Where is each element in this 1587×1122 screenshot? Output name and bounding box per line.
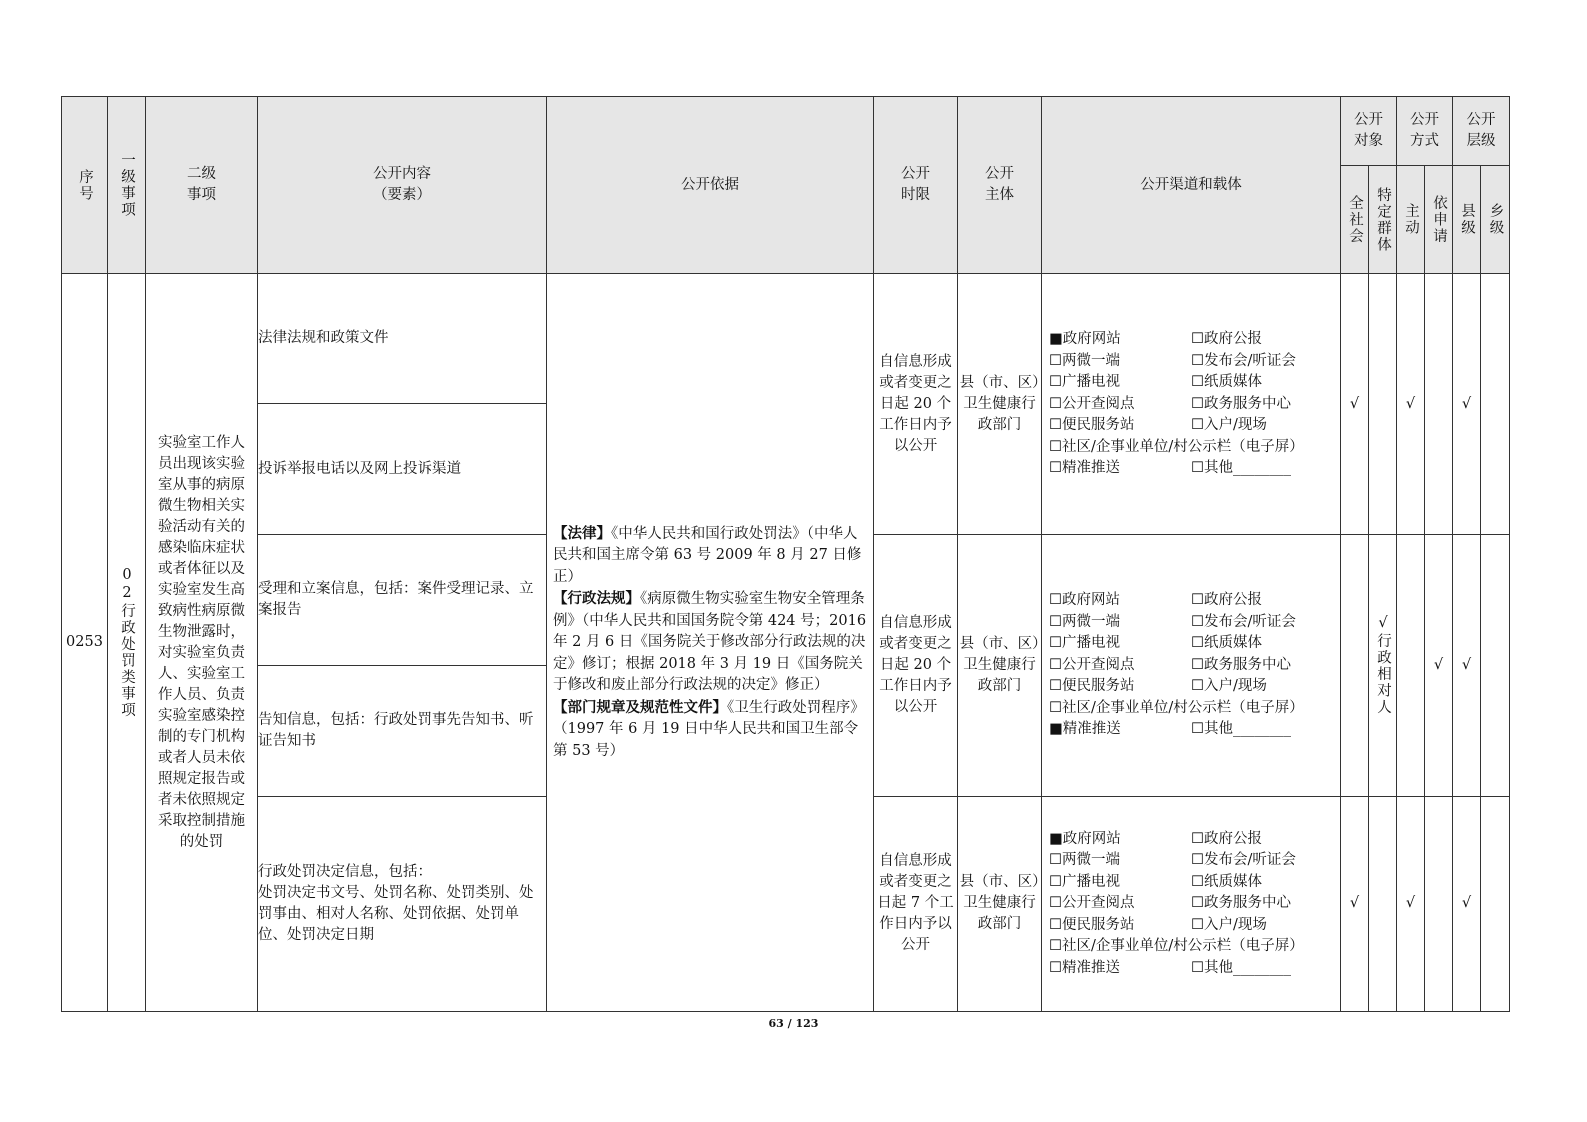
disclosure-table [61,96,1510,1012]
check-county: √ [1453,274,1481,535]
check-on-request [1425,796,1453,1011]
subject-1: 县（市、区）卫生健康行政部门 [958,274,1042,535]
check-specific-group: √行政相对人 [1369,535,1397,796]
header-proactive: 主动 [1397,166,1425,274]
page-number: 63 / 123 [768,1017,819,1030]
channels-1 [1042,274,1341,535]
channel-item: ☐政务服务中心 [1191,656,1291,673]
basis-reg-tag: 【行政法规】 [553,590,640,608]
channel-item: ☐纸质媒体 [1191,374,1262,391]
channel-item: ☐广播电视 [1049,635,1120,652]
channel-item: ■精准推送 [1049,721,1121,738]
channel-item: ☐纸质媒体 [1191,635,1262,652]
channel-item: ☐政府网站 [1049,592,1120,609]
row-seq: 0253 [62,274,108,1012]
check-proactive [1397,535,1425,796]
channel-item: ☐政府公报 [1191,830,1262,847]
subject-3: 县（市、区）卫生健康行政部门 [958,796,1042,1011]
content-item: 法律法规和政策文件 [258,274,547,404]
header-channels: 公开渠道和载体 [1042,97,1341,274]
channel-item: ☐政务服务中心 [1191,395,1291,412]
channel-item: ☐政府公报 [1191,331,1262,348]
channel-item: ☐两微一端 [1049,852,1120,869]
time-limit-2: 自信息形成或者变更之日起 20 个工作日内予以公开 [874,535,958,796]
channel-item: ☐社区/企事业单位/村公示栏（电子屏） [1049,938,1304,955]
check-on-request: √ [1425,535,1453,796]
channel-item: ☐公开查阅点 [1049,656,1135,673]
basis-rule-tag: 【部门规章及规范性文件】 [553,698,727,716]
channel-item: ☐广播电视 [1049,374,1120,391]
content-item: 投诉举报电话以及网上投诉渠道 [258,404,547,535]
channel-item: ☐其他________ [1191,721,1291,738]
basis-rule-text: 《卫生行政处罚程序》（1997 年 6 月 19 日中华人民共和国卫生部令第 53 号） [553,699,865,759]
check-on-request [1425,274,1453,535]
basis-law-text: 《中华人民共和国行政处罚法》（中华人民共和国主席令第 63 号 2009 年 8 月 27 日修正） [553,525,862,585]
channel-item: ☐广播电视 [1049,873,1120,890]
level2-text: 实验室工作人员出现该实验室从事的病原微生物相关实验活动有关的感染临床症状或者体征以及实验室发生高致病性病原微生物泄露时，对实验室负责人、实验室工作人员、负责实验室感染控制的专门机构或者人员未依照规定报告或者未依照规定采取控制措施的处罚 [158,434,245,850]
channel-item: ☐入户/现场 [1191,417,1267,434]
channel-item: ☐社区/企事业单位/村公示栏（电子屏） [1049,438,1304,455]
channel-item: ☐公开查阅点 [1049,895,1135,912]
channel-item: ☐入户/现场 [1191,916,1267,933]
basis-law-tag: 【法律】 [553,524,611,542]
check-specific-group [1369,274,1397,535]
header-all-society: 全社会 [1341,166,1369,274]
channel-item: ☐政务服务中心 [1191,895,1291,912]
channels-2 [1042,535,1341,796]
header-on-request: 依申请 [1425,166,1453,274]
channel-item: ☐社区/企事业单位/村公示栏（电子屏） [1049,699,1304,716]
check-county: √ [1453,796,1481,1011]
basis-cell [547,274,874,1012]
subject-2: 县（市、区）卫生健康行政部门 [958,535,1042,796]
check-all-society: √ [1341,796,1369,1011]
channel-item: ☐政府公报 [1191,592,1262,609]
channel-item: ☐其他________ [1191,959,1291,976]
channel-item: ☐两微一端 [1049,352,1120,369]
check-all-society [1341,535,1369,796]
channel-item: ■政府网站 [1049,331,1121,348]
header-level1: 一级事项 [108,97,146,274]
header-basis: 公开依据 [547,97,874,274]
channel-item: ☐两微一端 [1049,613,1120,630]
channels-3 [1042,796,1341,1011]
header-method: 公开 方式 [1397,97,1453,166]
channel-item: ☐入户/现场 [1191,678,1267,695]
check-proactive: √ [1397,274,1425,535]
channel-item: ■政府网站 [1049,830,1121,847]
header-target: 公开 对象 [1341,97,1397,166]
channel-item: ☐公开查阅点 [1049,395,1135,412]
check-township [1481,796,1510,1011]
channel-item: ☐精准推送 [1049,959,1120,976]
time-limit-1: 自信息形成或者变更之日起 20 个工作日内予以公开 [874,274,958,535]
channel-item: ☐纸质媒体 [1191,873,1262,890]
basis-reg-text: 《病原微生物实验室生物安全管理条例》（中华人民共和国国务院令第 424 号；2016 年 2 月 6 日《国务院关于修改部分行政法规的决定》修订；根据 2018 年 3 月 19 日《国务院关于修改和废止部分行政法规的决定》修正） [553,591,867,694]
header-time-limit: 公开 时限 [874,97,958,274]
basis-text [547,523,873,763]
check-proactive: √ [1397,796,1425,1011]
header-county: 县级 [1453,166,1481,274]
header-township: 乡级 [1481,166,1510,274]
time-limit-3: 自信息形成或者变更之日起 7 个工作日内予以公开 [874,796,958,1011]
header-level: 公开 层级 [1453,97,1510,166]
header-subject: 公开 主体 [958,97,1042,274]
header-specific-group: 特定群体 [1369,166,1397,274]
channel-list [1042,590,1340,741]
channel-item: ☐发布会/听证会 [1191,852,1296,869]
channel-list [1042,329,1340,480]
channel-item: ☐发布会/听证会 [1191,613,1296,630]
row-level2 [146,274,258,1012]
content-item: 行政处罚决定信息，包括： 处罚决定书文号、处罚名称、处罚类别、处罚事由、相对人名称、处罚依据、处罚单位、处罚决定日期 [258,796,547,1011]
check-township [1481,274,1510,535]
header-content: 公开内容 （要素） [258,97,547,274]
channel-item: ☐便民服务站 [1049,417,1135,434]
check-township [1481,535,1510,796]
channel-item: ☐便民服务站 [1049,678,1135,695]
channel-item: ☐发布会/听证会 [1191,352,1296,369]
header-level2: 二级 事项 [146,97,258,274]
header-seq: 序号 [62,97,108,274]
channel-item: ☐其他________ [1191,460,1291,477]
check-specific-group [1369,796,1397,1011]
content-item: 告知信息，包括：行政处罚事先告知书、听证告知书 [258,665,547,796]
check-county: √ [1453,535,1481,796]
channel-list [1042,829,1340,980]
channel-item: ☐精准推送 [1049,460,1120,477]
row-level1: 02行政处罚类事项 [108,274,146,1012]
channel-item: ☐便民服务站 [1049,916,1135,933]
content-item: 受理和立案信息，包括：案件受理记录、立案报告 [258,535,547,665]
check-all-society: √ [1341,274,1369,535]
